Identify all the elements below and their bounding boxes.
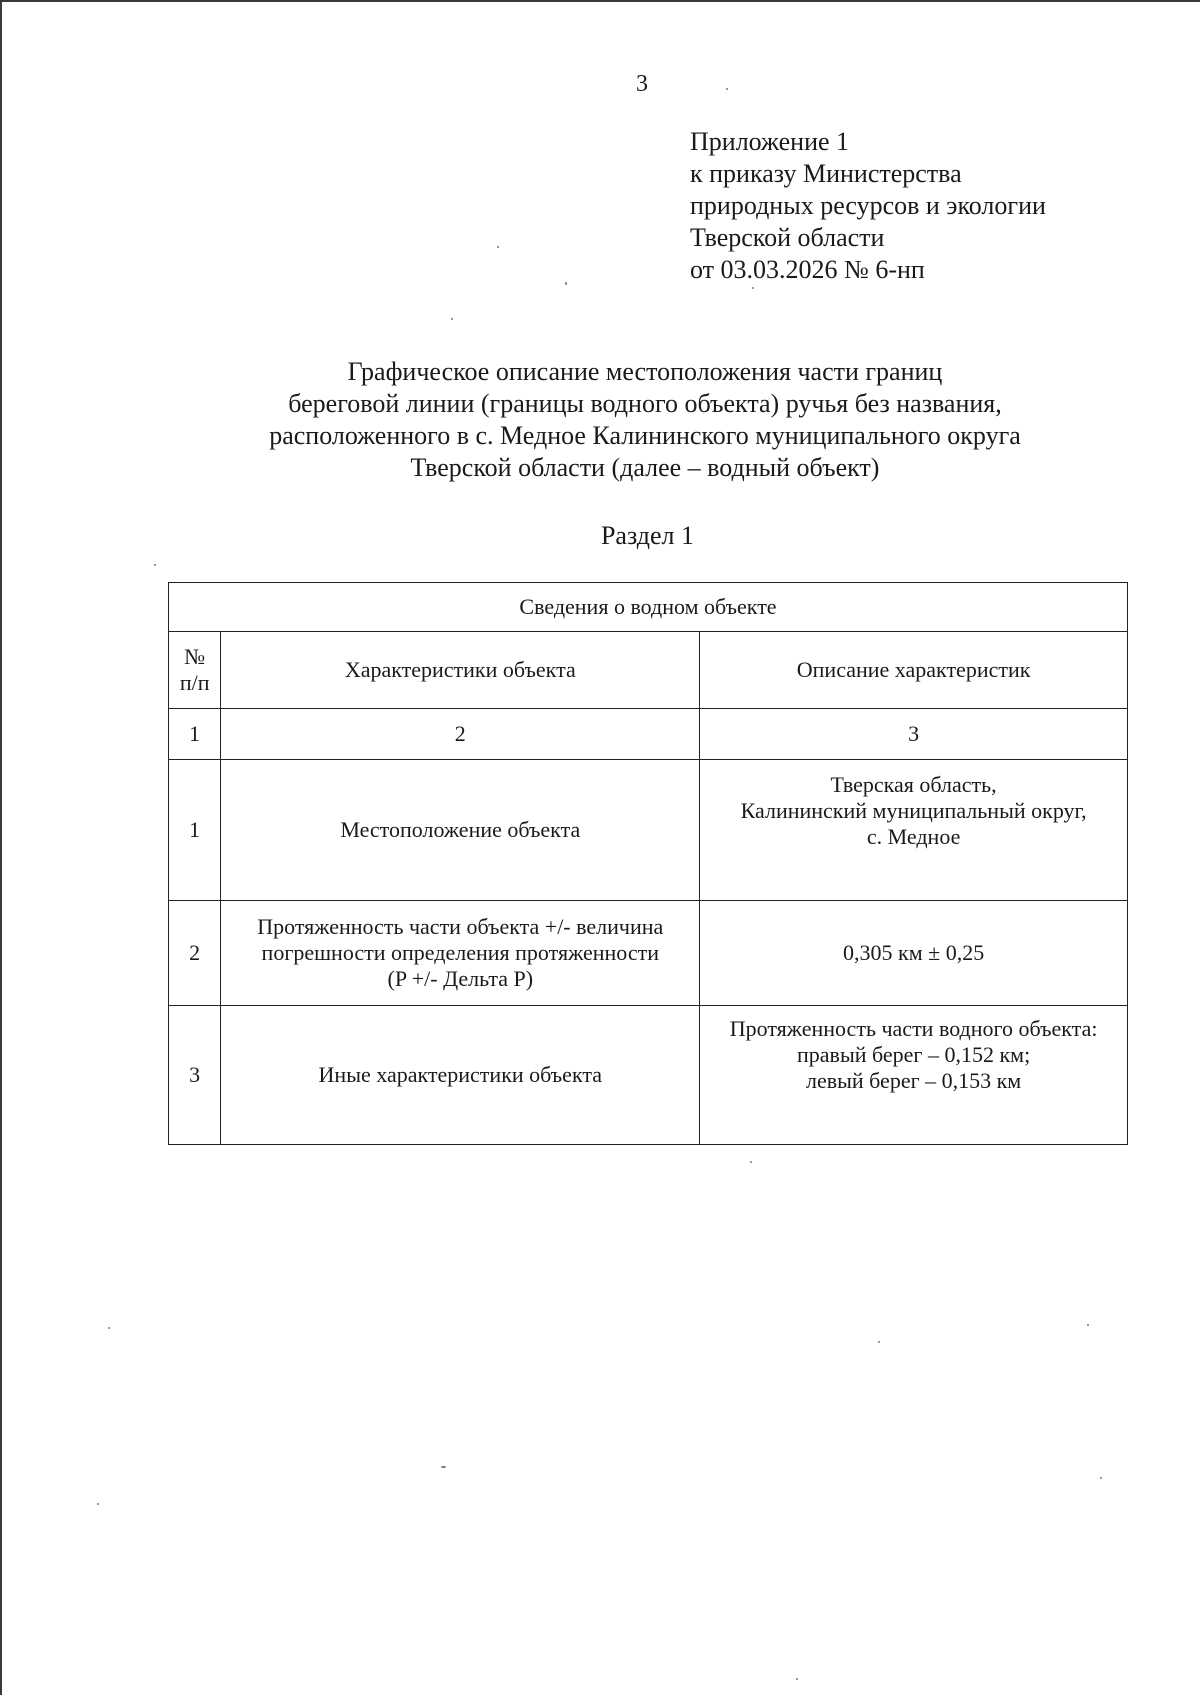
column-number: 3: [700, 709, 1128, 760]
column-number-row: [169, 709, 1128, 760]
scan-speck: [108, 1327, 110, 1329]
table-row: [169, 760, 1128, 901]
scan-speck: [565, 282, 567, 285]
appendix-line: к приказу Министерства: [690, 159, 962, 188]
header-characteristics: Характеристики объекта: [221, 632, 700, 709]
title-line: береговой линии (границы водного объекта) ручья без названия,: [288, 389, 1002, 418]
scan-speck: [796, 1678, 798, 1680]
scan-speck: [154, 564, 156, 566]
header-number: [169, 632, 221, 709]
table-row: [169, 1006, 1128, 1145]
header-number-line: №: [184, 644, 206, 669]
title-line: Тверской области (далее – водный объект): [410, 453, 880, 482]
row-characteristic: [221, 1006, 700, 1145]
column-number: 1: [169, 709, 221, 760]
description-line: Тверская область,: [830, 772, 997, 797]
description-line: 0,305 км ± 0,25: [843, 940, 985, 965]
description-line: левый берег – 0,153 км: [805, 1068, 1022, 1093]
document-title: [150, 356, 1140, 484]
header-description: Описание характеристик: [700, 632, 1128, 709]
appendix-block: [690, 126, 1150, 286]
column-number: 2: [221, 709, 700, 760]
row-description: [700, 1006, 1128, 1145]
appendix-line: от 03.03.2026 № 6-нп: [690, 255, 925, 284]
title-line: расположенного в с. Медное Калининского муниципального округа: [269, 421, 1021, 450]
scan-speck: [97, 1503, 99, 1505]
scan-speck: [752, 287, 754, 289]
scan-speck: [451, 318, 453, 320]
row-description: [700, 760, 1128, 901]
row-number: 2: [169, 901, 221, 1006]
row-characteristic: [221, 901, 700, 1006]
appendix-line: природных ресурсов и экологии: [690, 191, 1046, 220]
scan-edge-left: [0, 0, 2, 1695]
characteristic-line: Протяженность части объекта +/- величина: [257, 914, 664, 939]
row-number: 3: [169, 1006, 221, 1145]
description-line: Калининский муниципальный округ,: [740, 798, 1087, 823]
description-line: с. Медное: [866, 824, 961, 849]
appendix-line: Тверской области: [690, 223, 885, 252]
scan-speck: [750, 1161, 752, 1163]
scan-edge-top: [0, 0, 1200, 2]
page-number: 3: [636, 71, 648, 97]
section-heading: Раздел 1: [600, 521, 695, 550]
table-row: [169, 901, 1128, 1006]
scan-speck: [441, 1466, 446, 1468]
characteristic-line: Иные характеристики объекта: [318, 1062, 602, 1087]
description-line: Протяженность части водного объекта:: [729, 1016, 1098, 1041]
description-line: правый берег – 0,152 км;: [797, 1042, 1031, 1067]
scan-speck: [1087, 1324, 1089, 1326]
scan-speck: [726, 88, 728, 90]
table-caption-row: [169, 583, 1128, 632]
header-number-line: п/п: [179, 670, 210, 695]
scan-speck: [497, 246, 499, 248]
characteristic-line: (P +/- Дельта P): [387, 966, 534, 991]
row-description: [700, 901, 1128, 1006]
scan-speck: [878, 1341, 880, 1343]
row-number: 1: [169, 760, 221, 901]
row-characteristic: [221, 760, 700, 901]
appendix-line: Приложение 1: [690, 127, 850, 156]
table-caption: Сведения о водном объекте: [169, 583, 1128, 632]
water-object-table: [168, 582, 1128, 1145]
table-header-row: [169, 632, 1128, 709]
characteristic-line: Местоположение объекта: [340, 817, 581, 842]
title-line: Графическое описание местоположения части границ: [347, 357, 943, 386]
characteristic-line: погрешности определения протяженности: [261, 940, 659, 965]
scan-speck: [1100, 1477, 1102, 1479]
